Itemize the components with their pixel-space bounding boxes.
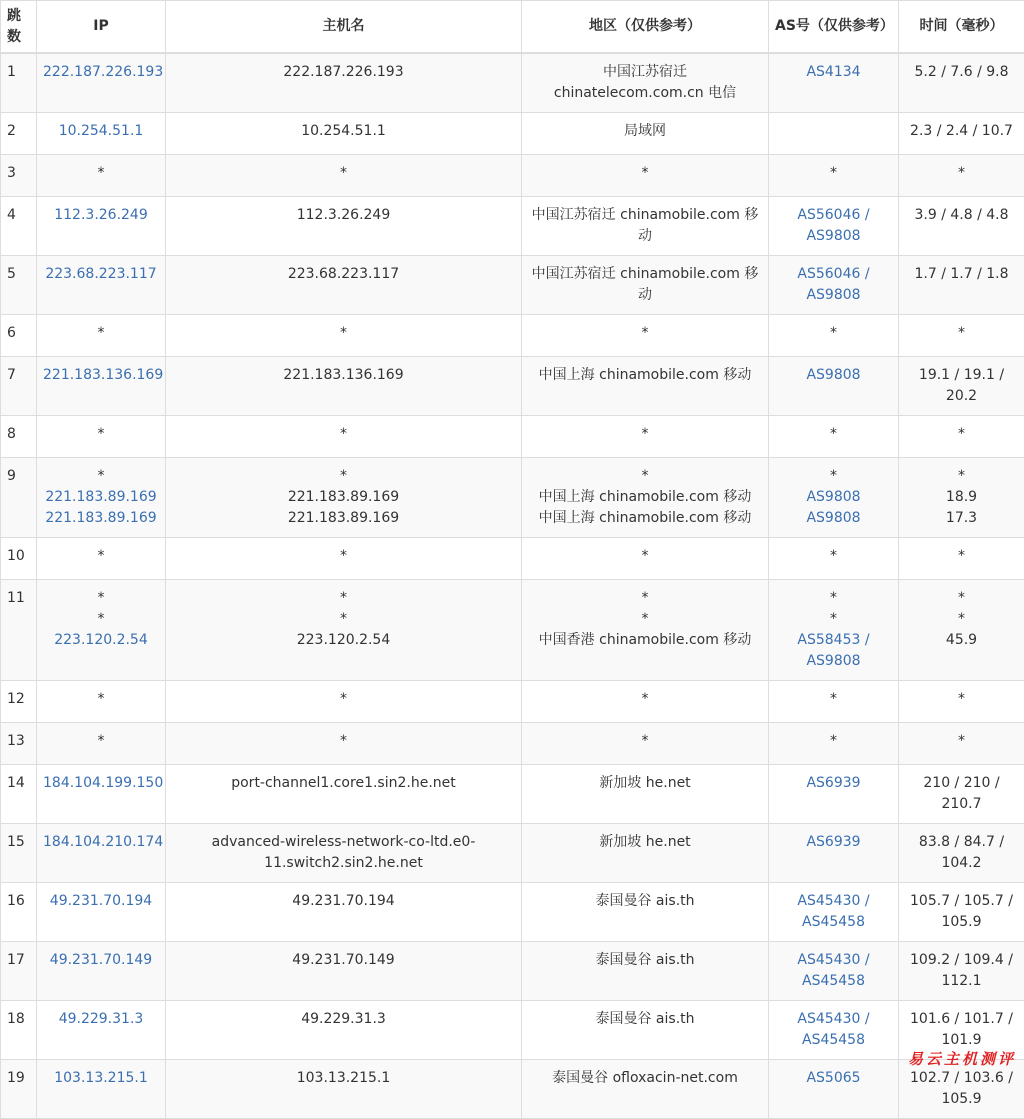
hostname-cell-text: * [172, 588, 515, 609]
ip-link[interactable]: 184.104.199.150 [43, 773, 159, 794]
time-cell-text: 18.9 [905, 487, 1018, 508]
ip-link[interactable]: 112.3.26.249 [43, 205, 159, 226]
location-cell [522, 580, 769, 681]
as-cell [769, 458, 899, 538]
time-cell-text: 2.3 / 2.4 / 10.7 [905, 121, 1018, 142]
ip-cell [37, 942, 166, 1001]
location-cell-text: 中国江苏宿迁 chinamobile.com 移动 [528, 264, 762, 306]
hostname-cell-text: 221.183.136.169 [172, 365, 515, 386]
as-cell [769, 538, 899, 580]
time-cell-text: 109.2 / 109.4 / 112.1 [905, 950, 1018, 992]
hop-number: 11 [1, 580, 37, 681]
header-ip: IP [37, 1, 166, 54]
location-cell [522, 155, 769, 197]
location-cell-text: * [528, 731, 762, 752]
hostname-cell-text: 222.187.226.193 [172, 62, 515, 83]
table-row [1, 1060, 1024, 1119]
time-cell-text: 5.2 / 7.6 / 9.8 [905, 62, 1018, 83]
time-cell [899, 155, 1024, 197]
time-cell-text: * [905, 323, 1018, 344]
hostname-cell [166, 416, 522, 458]
ip-cell [37, 824, 166, 883]
ip-cell [37, 113, 166, 155]
ip-link[interactable]: 49.229.31.3 [43, 1009, 159, 1030]
time-cell-text: 210 / 210 / 210.7 [905, 773, 1018, 815]
time-cell [899, 416, 1024, 458]
hostname-cell [166, 458, 522, 538]
location-cell [522, 883, 769, 942]
table-row [1, 315, 1024, 357]
ip-cell-text: * [43, 466, 159, 487]
table-row [1, 113, 1024, 155]
ip-link[interactable]: 222.187.226.193 [43, 62, 159, 83]
hostname-cell [166, 1060, 522, 1119]
hostname-cell-text: 49.231.70.149 [172, 950, 515, 971]
ip-cell [37, 256, 166, 315]
hostname-cell [166, 197, 522, 256]
location-cell [522, 113, 769, 155]
as-cell [769, 824, 899, 883]
hostname-cell-text: * [172, 689, 515, 710]
table-row [1, 538, 1024, 580]
time-cell [899, 824, 1024, 883]
ip-cell [37, 883, 166, 942]
location-cell-text: 新加坡 he.net [528, 773, 762, 794]
time-cell-text: 19.1 / 19.1 / 20.2 [905, 365, 1018, 407]
table-row [1, 1001, 1024, 1060]
hostname-cell [166, 883, 522, 942]
ip-cell [37, 1001, 166, 1060]
location-cell-text: 中国江苏宿迁 chinatelecom.com.cn 电信 [528, 62, 762, 104]
hostname-cell-text: * [172, 163, 515, 184]
as-cell [769, 580, 899, 681]
time-cell [899, 113, 1024, 155]
ip-cell [37, 681, 166, 723]
ip-cell [37, 315, 166, 357]
time-cell-text: * [905, 424, 1018, 445]
time-cell-text: 105.7 / 105.7 / 105.9 [905, 891, 1018, 933]
location-cell-text: * [528, 323, 762, 344]
hostname-cell-text: 221.183.89.169 [172, 487, 515, 508]
location-cell-text: 中国上海 chinamobile.com 移动 [528, 508, 762, 529]
hostname-cell [166, 53, 522, 113]
as-cell [769, 256, 899, 315]
ip-link[interactable]: 221.183.89.169 [43, 487, 159, 508]
as-cell-text: * [775, 588, 892, 609]
header-hostname: 主机名 [166, 1, 522, 54]
ip-link[interactable]: 10.254.51.1 [43, 121, 159, 142]
location-cell-text: * [528, 546, 762, 567]
as-link[interactable]: AS9808 [775, 365, 892, 386]
hop-number: 4 [1, 197, 37, 256]
hop-number: 13 [1, 723, 37, 765]
hostname-cell-text: 103.13.215.1 [172, 1068, 515, 1089]
as-cell-text [775, 121, 892, 142]
location-cell-text: 局域网 [528, 121, 762, 142]
hostname-cell [166, 315, 522, 357]
table-row [1, 53, 1024, 113]
hop-number: 12 [1, 681, 37, 723]
table-row [1, 357, 1024, 416]
time-cell-text: * [905, 689, 1018, 710]
hop-number: 9 [1, 458, 37, 538]
hostname-cell [166, 538, 522, 580]
as-cell-text: * [775, 466, 892, 487]
as-cell [769, 357, 899, 416]
time-cell-text: 17.3 [905, 508, 1018, 529]
ip-cell-text: * [43, 588, 159, 609]
location-cell-text: 中国江苏宿迁 chinamobile.com 移动 [528, 205, 762, 247]
table-row [1, 458, 1024, 538]
time-cell-text: * [905, 588, 1018, 609]
time-cell-text: 101.6 / 101.7 / 101.9 [905, 1009, 1018, 1051]
time-cell-text: * [905, 731, 1018, 752]
location-cell-text: 泰国曼谷 ais.th [528, 1009, 762, 1030]
ip-cell [37, 538, 166, 580]
hop-number: 18 [1, 1001, 37, 1060]
time-cell-text: * [905, 546, 1018, 567]
as-cell [769, 765, 899, 824]
header-location: 地区（仅供参考） [522, 1, 769, 54]
time-cell [899, 256, 1024, 315]
location-cell [522, 824, 769, 883]
ip-cell [37, 197, 166, 256]
ip-link[interactable]: 184.104.210.174 [43, 832, 159, 853]
hostname-cell [166, 765, 522, 824]
hop-number: 7 [1, 357, 37, 416]
as-cell [769, 113, 899, 155]
hostname-cell-text: * [172, 424, 515, 445]
time-cell [899, 723, 1024, 765]
table-row [1, 416, 1024, 458]
ip-cell [37, 723, 166, 765]
location-cell [522, 357, 769, 416]
location-cell-text: * [528, 689, 762, 710]
ip-link[interactable]: 221.183.89.169 [43, 508, 159, 529]
ip-cell [37, 1060, 166, 1119]
location-cell [522, 256, 769, 315]
location-cell-text: 泰国曼谷 ais.th [528, 950, 762, 971]
as-link[interactable]: AS56046 / AS9808 [775, 205, 892, 247]
ip-cell-text: * [43, 731, 159, 752]
hop-number: 2 [1, 113, 37, 155]
ip-link[interactable]: 49.231.70.194 [43, 891, 159, 912]
location-cell [522, 1060, 769, 1119]
location-cell-text: * [528, 609, 762, 630]
hostname-cell [166, 1001, 522, 1060]
hostname-cell-text: * [172, 731, 515, 752]
ip-link[interactable]: 221.183.136.169 [43, 365, 159, 386]
as-cell-text: * [775, 731, 892, 752]
hostname-cell-text: * [172, 546, 515, 567]
as-link[interactable]: AS58453 / AS9808 [775, 630, 892, 672]
watermark: 易云主机测评 [908, 1048, 1016, 1069]
table-row [1, 681, 1024, 723]
as-cell [769, 942, 899, 1001]
table-row [1, 824, 1024, 883]
hostname-cell [166, 155, 522, 197]
hostname-cell [166, 357, 522, 416]
location-cell [522, 942, 769, 1001]
hop-number: 10 [1, 538, 37, 580]
ip-cell-text: * [43, 609, 159, 630]
as-cell [769, 1001, 899, 1060]
time-cell [899, 315, 1024, 357]
table-row [1, 580, 1024, 681]
hostname-cell-text: * [172, 323, 515, 344]
hostname-cell-text: 223.68.223.117 [172, 264, 515, 285]
as-cell-text: * [775, 323, 892, 344]
time-cell [899, 538, 1024, 580]
location-cell-text: 泰国曼谷 ais.th [528, 891, 762, 912]
time-cell [899, 580, 1024, 681]
as-cell [769, 1060, 899, 1119]
header-as: AS号（仅供参考） [769, 1, 899, 54]
ip-cell [37, 458, 166, 538]
location-cell-text: 中国上海 chinamobile.com 移动 [528, 487, 762, 508]
hop-number: 8 [1, 416, 37, 458]
ip-cell [37, 53, 166, 113]
time-cell-text: 1.7 / 1.7 / 1.8 [905, 264, 1018, 285]
ip-link[interactable]: 223.68.223.117 [43, 264, 159, 285]
table-row [1, 197, 1024, 256]
as-cell [769, 155, 899, 197]
hostname-cell [166, 723, 522, 765]
hop-number: 1 [1, 53, 37, 113]
ip-link[interactable]: 103.13.215.1 [43, 1068, 159, 1089]
hop-number: 6 [1, 315, 37, 357]
ip-cell [37, 357, 166, 416]
location-cell-text: * [528, 424, 762, 445]
hostname-cell [166, 942, 522, 1001]
as-link[interactable]: AS5065 [775, 1068, 892, 1089]
hop-number: 14 [1, 765, 37, 824]
hostname-cell [166, 256, 522, 315]
time-cell [899, 942, 1024, 1001]
time-cell-text: * [905, 163, 1018, 184]
hostname-cell [166, 824, 522, 883]
hostname-cell-text: 112.3.26.249 [172, 205, 515, 226]
time-cell-text: * [905, 466, 1018, 487]
location-cell-text: 泰国曼谷 ofloxacin-net.com [528, 1068, 762, 1089]
hostname-cell-text: 49.229.31.3 [172, 1009, 515, 1030]
as-cell [769, 53, 899, 113]
hostname-cell-text: 223.120.2.54 [172, 630, 515, 651]
location-cell [522, 1001, 769, 1060]
as-cell-text: * [775, 609, 892, 630]
as-link[interactable]: AS45430 / AS45458 [775, 891, 892, 933]
hop-number: 16 [1, 883, 37, 942]
time-cell-text: 3.9 / 4.8 / 4.8 [905, 205, 1018, 226]
as-link[interactable]: AS6939 [775, 773, 892, 794]
location-cell [522, 538, 769, 580]
location-cell [522, 315, 769, 357]
table-row [1, 942, 1024, 1001]
hostname-cell [166, 580, 522, 681]
as-cell [769, 681, 899, 723]
ip-cell [37, 416, 166, 458]
hostname-cell-text: * [172, 609, 515, 630]
time-cell [899, 681, 1024, 723]
ip-cell [37, 155, 166, 197]
hostname-cell-text: port-channel1.core1.sin2.he.net [172, 773, 515, 794]
ip-cell [37, 765, 166, 824]
as-link[interactable]: AS56046 / AS9808 [775, 264, 892, 306]
location-cell [522, 197, 769, 256]
as-cell [769, 315, 899, 357]
as-link[interactable]: AS9808 [775, 508, 892, 529]
ip-link[interactable]: 49.231.70.149 [43, 950, 159, 971]
hostname-cell-text: advanced-wireless-network-co-ltd.e0-11.switch2.sin2.he.net [172, 832, 515, 874]
as-link[interactable]: AS45430 / AS45458 [775, 950, 892, 992]
hostname-cell-text: 221.183.89.169 [172, 508, 515, 529]
as-cell-text: * [775, 163, 892, 184]
location-cell [522, 681, 769, 723]
time-cell [899, 197, 1024, 256]
location-cell [522, 53, 769, 113]
table-row [1, 723, 1024, 765]
ip-cell-text: * [43, 424, 159, 445]
as-cell-text: * [775, 546, 892, 567]
table-row [1, 765, 1024, 824]
location-cell [522, 765, 769, 824]
as-cell-text: * [775, 689, 892, 710]
hop-number: 3 [1, 155, 37, 197]
header-time: 时间（毫秒） [899, 1, 1024, 54]
table-header [1, 1, 1024, 54]
location-cell-text: * [528, 163, 762, 184]
time-cell [899, 357, 1024, 416]
ip-cell [37, 580, 166, 681]
time-cell-text: 45.9 [905, 630, 1018, 651]
hostname-cell-text: * [172, 466, 515, 487]
hop-number: 5 [1, 256, 37, 315]
ip-cell-text: * [43, 546, 159, 567]
time-cell [899, 765, 1024, 824]
header-hop: 跳数 [1, 1, 37, 54]
location-cell-text: * [528, 466, 762, 487]
location-cell-text: * [528, 588, 762, 609]
ip-cell-text: * [43, 323, 159, 344]
location-cell [522, 458, 769, 538]
as-cell [769, 197, 899, 256]
as-link[interactable]: AS4134 [775, 62, 892, 83]
hostname-cell [166, 113, 522, 155]
as-cell [769, 723, 899, 765]
as-cell-text: * [775, 424, 892, 445]
table-row [1, 256, 1024, 315]
location-cell-text: 中国香港 chinamobile.com 移动 [528, 630, 762, 651]
as-cell [769, 416, 899, 458]
time-cell-text: 83.8 / 84.7 / 104.2 [905, 832, 1018, 874]
hop-number: 19 [1, 1060, 37, 1119]
time-cell [899, 458, 1024, 538]
hop-number: 15 [1, 824, 37, 883]
as-link[interactable]: AS9808 [775, 487, 892, 508]
as-link[interactable]: AS6939 [775, 832, 892, 853]
table-row [1, 155, 1024, 197]
time-cell [899, 53, 1024, 113]
location-cell-text: 中国上海 chinamobile.com 移动 [528, 365, 762, 386]
table-row [1, 883, 1024, 942]
time-cell-text: 102.7 / 103.6 / 105.9 [905, 1068, 1018, 1110]
ip-link[interactable]: 223.120.2.54 [43, 630, 159, 651]
hostname-cell [166, 681, 522, 723]
hostname-cell-text: 10.254.51.1 [172, 121, 515, 142]
hop-number: 17 [1, 942, 37, 1001]
time-cell [899, 883, 1024, 942]
ip-cell-text: * [43, 163, 159, 184]
time-cell-text: * [905, 609, 1018, 630]
table-body [1, 53, 1024, 1119]
hostname-cell-text: 49.231.70.194 [172, 891, 515, 912]
location-cell [522, 723, 769, 765]
location-cell-text: 新加坡 he.net [528, 832, 762, 853]
as-cell [769, 883, 899, 942]
as-link[interactable]: AS45430 / AS45458 [775, 1009, 892, 1051]
ip-cell-text: * [43, 689, 159, 710]
location-cell [522, 416, 769, 458]
